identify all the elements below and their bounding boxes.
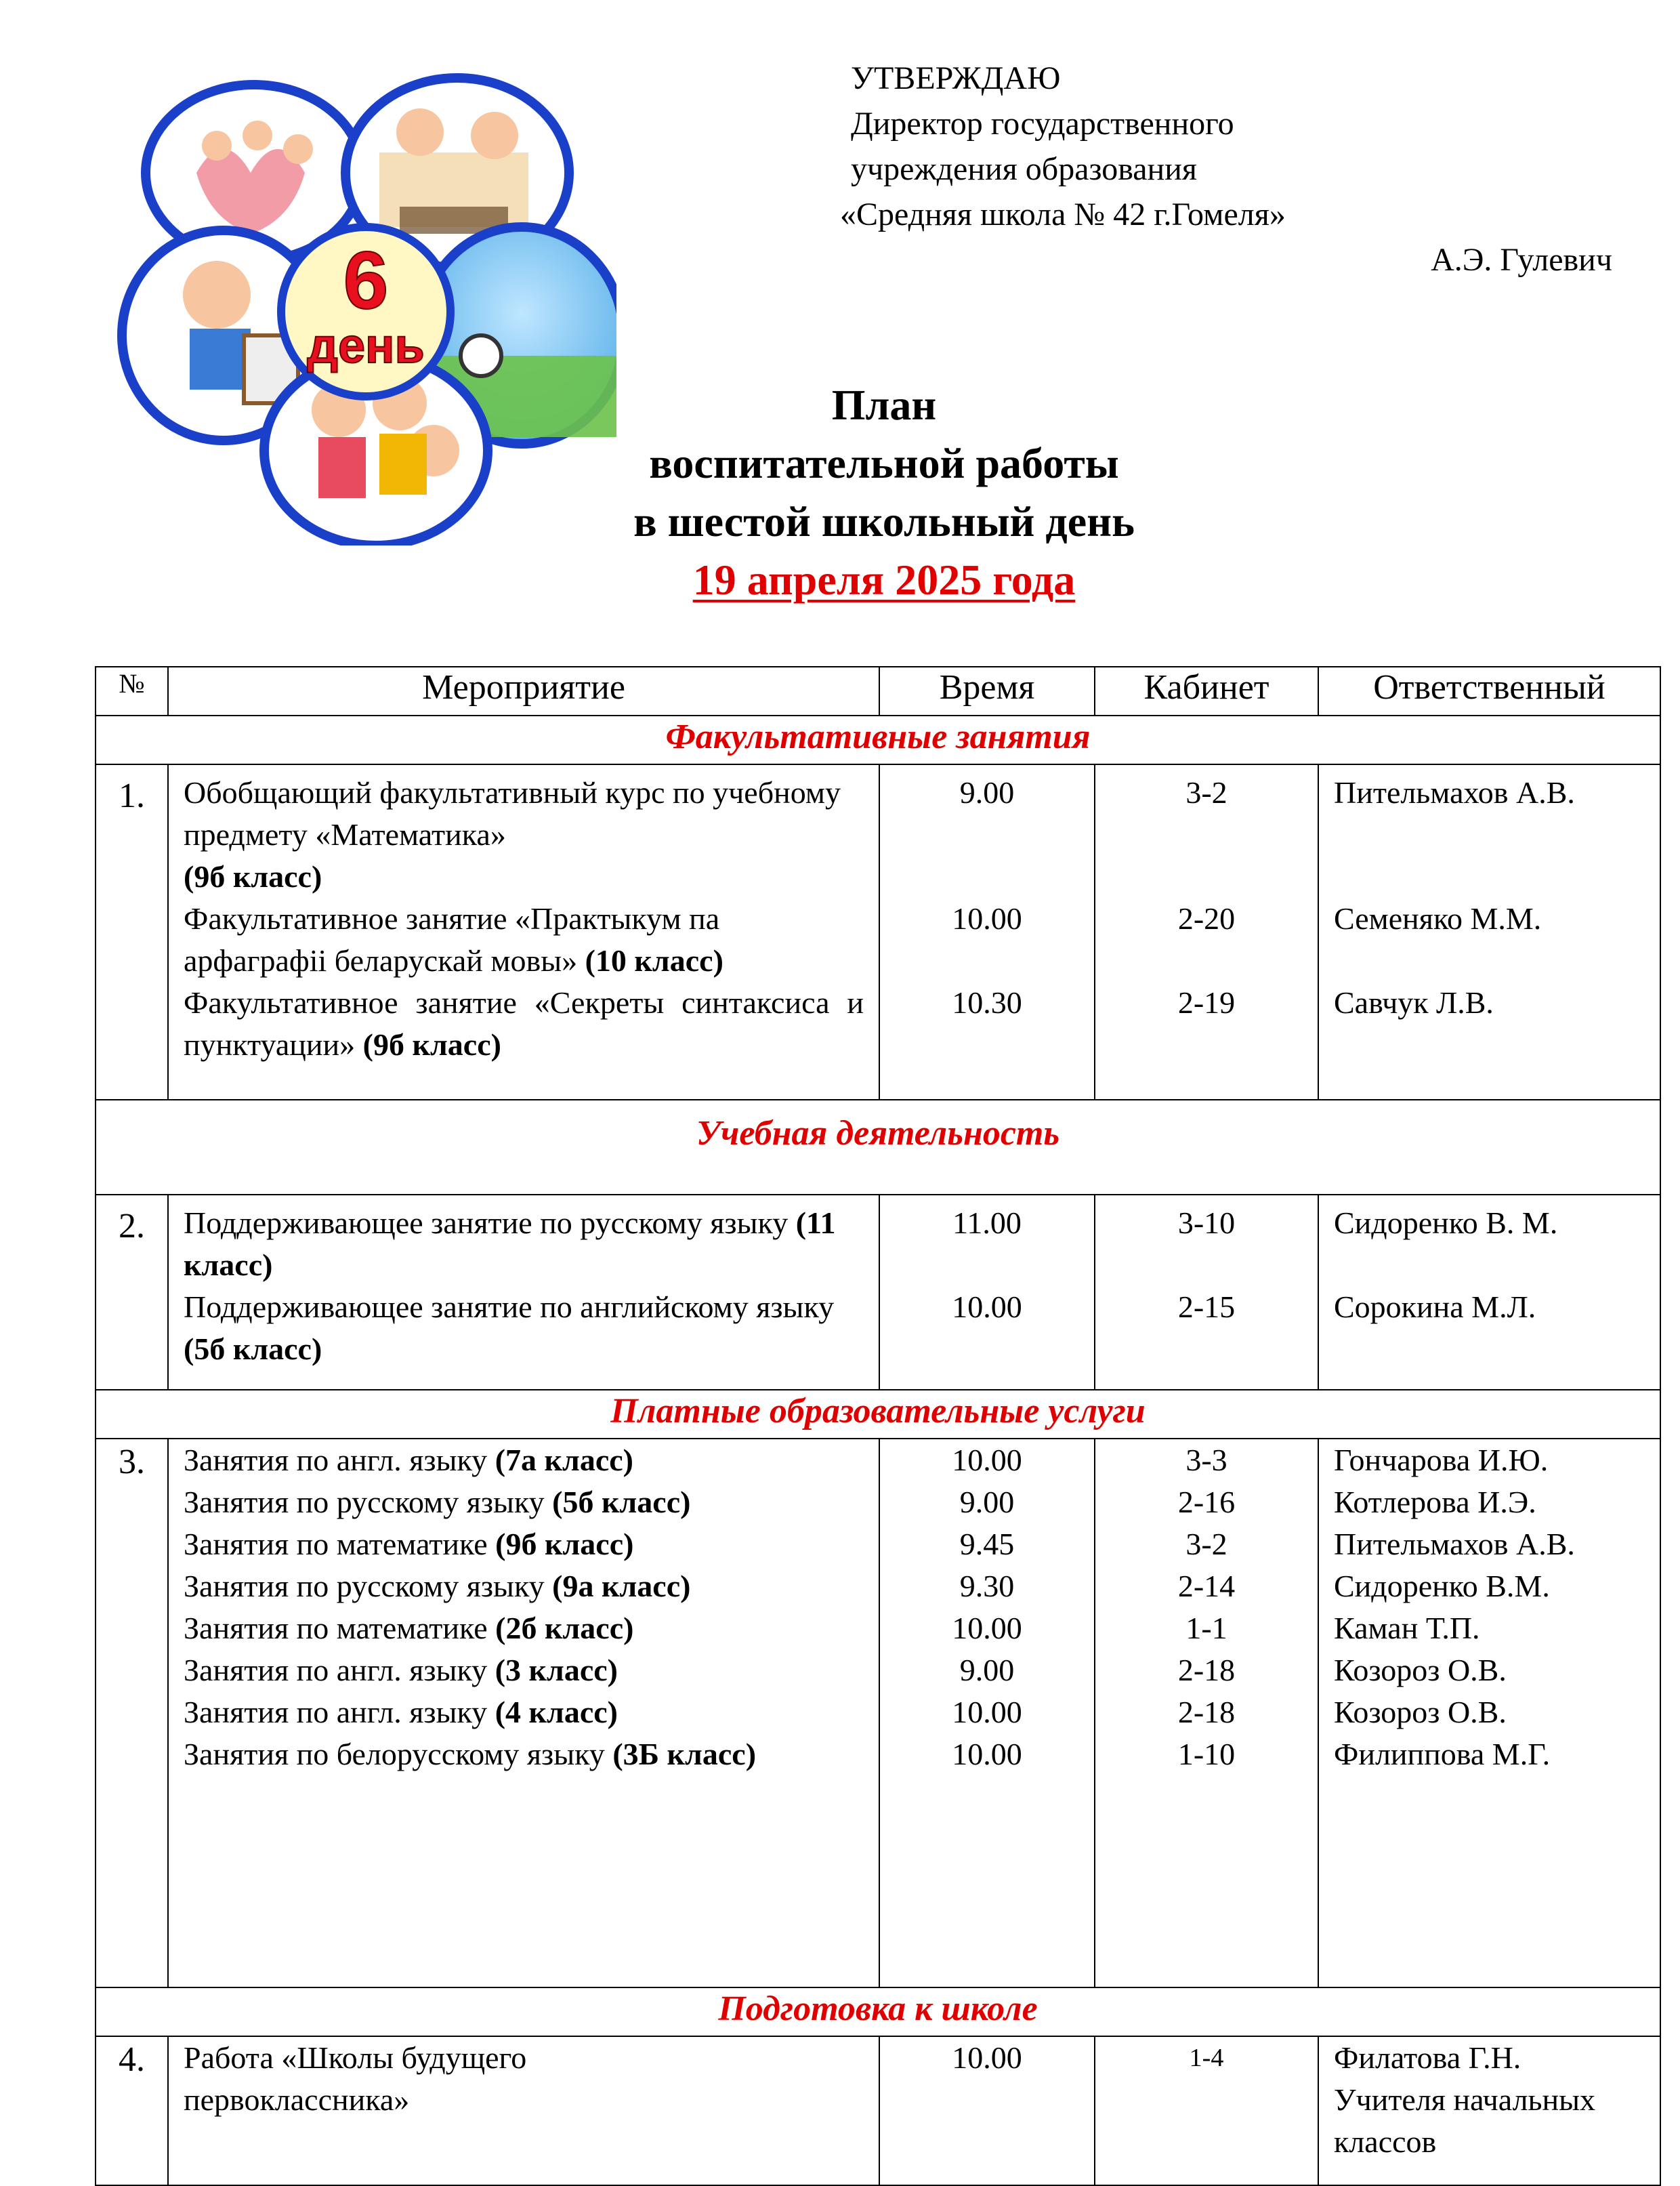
approval-line-3: учреждения образования (851, 151, 1197, 187)
approval-line-1: УТВЕРЖДАЮ (851, 60, 1061, 96)
header-responsible: Ответственный (1318, 667, 1660, 716)
event-cell: Обобщающий факультативный курс по учебному предмету «Математика» (9б класс) Факультативное занятие «Практыкум па арфаграфіі беларускай мовы» (10 класс) Факультативное занятие «Секреты синтаксиса и пунктуации» (9б класс) (168, 764, 879, 1100)
responsible-cell: Гончарова И.Ю. Котлерова И.Э. Пительмахов А.В. Сидоренко В.М. Каман Т.П. Козороз О.В. Козороз О.В. Филиппова М.Г. (1318, 1439, 1660, 1987)
section-heading-row (96, 1390, 1660, 1439)
room-cell: 3-2 2-20 2-19 (1095, 764, 1318, 1100)
responsible-cell: Филатова Г.Н. Учителя начальных классов (1318, 2036, 1660, 2185)
time-cell: 10.00 (879, 2036, 1095, 2185)
row-number: 1. (96, 764, 168, 1100)
section-heading-row (96, 1100, 1660, 1195)
svg-text:6: 6 (343, 235, 389, 326)
table-header-row (96, 667, 1660, 716)
event-cell: Поддерживающее занятие по русскому языку (11 класс) Поддерживающее занятие по английскому языку (5б класс) (168, 1195, 879, 1390)
title-line-3: в шестой школьный день (633, 497, 1135, 545)
approval-signer: А.Э. Гулевич (1431, 242, 1612, 278)
responsible-cell: Сидоренко В. М. Сорокина М.Л. (1318, 1195, 1660, 1390)
responsible-cell: Пительмахов А.В. Семеняко М.М. Савчук Л.В. (1318, 764, 1660, 1100)
section-title: Учебная деятельность (96, 1100, 1660, 1195)
row-number: 2. (96, 1195, 168, 1390)
table-row (96, 1195, 1660, 1390)
room-cell: 1-4 (1095, 2036, 1318, 2185)
header-time: Время (879, 667, 1095, 716)
time-cell: 11.00 10.00 (879, 1195, 1095, 1390)
title-line-2: воспитательной работы (649, 439, 1119, 487)
approval-block (840, 56, 1612, 283)
section-heading-row (96, 1987, 1660, 2036)
plan-table (95, 666, 1661, 2186)
table-row (96, 1439, 1660, 1987)
approval-line-2: Директор государственного (851, 106, 1234, 142)
time-cell: 9.00 10.00 10.30 (879, 764, 1095, 1100)
row-number: 3. (96, 1439, 168, 1987)
header-event: Мероприятие (168, 667, 879, 716)
header-room: Кабинет (1095, 667, 1318, 716)
row-number: 4. (96, 2036, 168, 2185)
section-title: Подготовка к школе (96, 1987, 1660, 2036)
section-title: Факультативные занятия (96, 716, 1660, 764)
event-cell: Работа «Школы будущего первоклассника» (168, 2036, 879, 2185)
approval-line-4: «Средняя школа № 42 г.Гомеля» (840, 197, 1286, 232)
title-line-1: План (831, 381, 937, 429)
time-cell: 10.00 9.00 9.45 9.30 10.00 9.00 10.00 10.00 (879, 1439, 1095, 1987)
table-row (96, 764, 1660, 1100)
header-num: № (96, 667, 168, 716)
section-heading-row (96, 716, 1660, 764)
event-cell: Занятия по англ. языку (7а класс) Занятия по русскому языку (5б класс) Занятия по математике (9б класс) Занятия по русскому языку (9а класс) Занятия по математике (2б класс) Занятия по англ. языку (3 класс) Занятия по англ. языку (4 класс) Занятия по белорусскому языку (3Б класс) (168, 1439, 879, 1987)
room-cell: 3-3 2-16 3-2 2-14 1-1 2-18 2-18 1-10 (1095, 1439, 1318, 1987)
svg-text:день: день (307, 319, 425, 373)
page-title (528, 376, 1240, 609)
title-date: 19 апреля 2025 года (692, 556, 1076, 604)
table-row (96, 2036, 1660, 2185)
section-title: Платные образовательные услуги (96, 1390, 1660, 1439)
room-cell: 3-10 2-15 (1095, 1195, 1318, 1390)
